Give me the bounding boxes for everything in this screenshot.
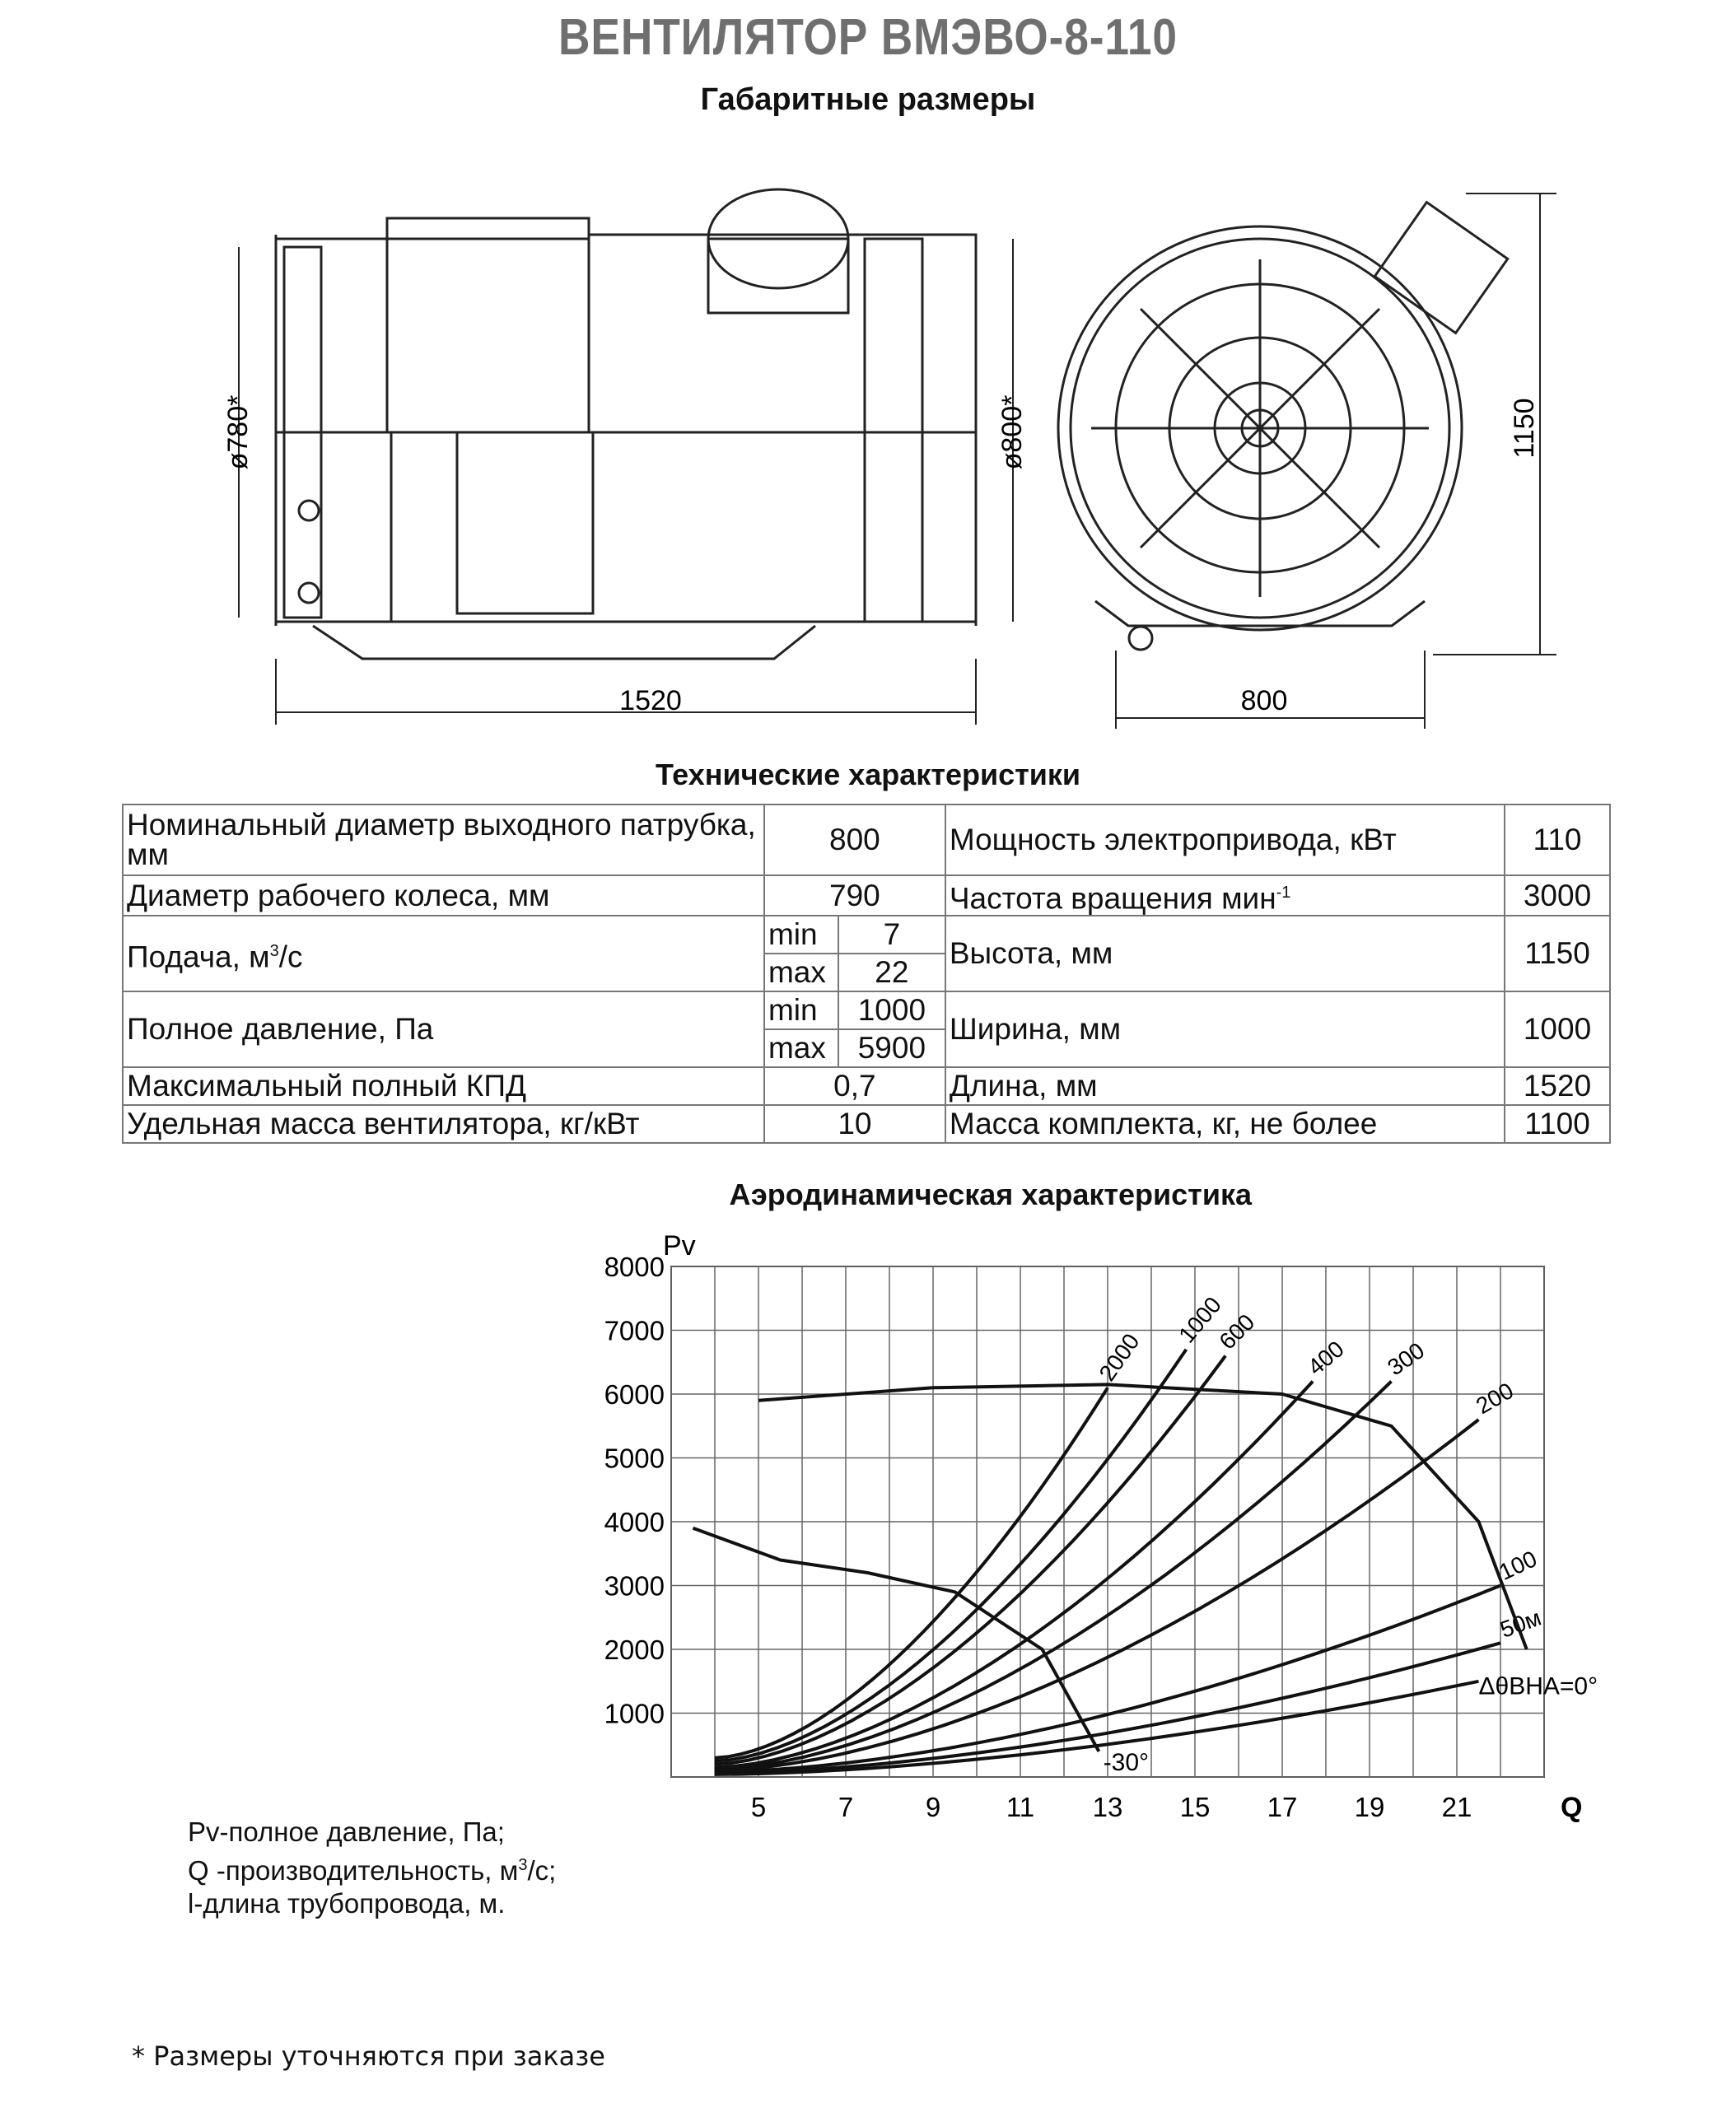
dim-right-diameter: ø800* <box>996 394 1028 470</box>
spec-label: Диаметр рабочего колеса, мм <box>123 875 764 916</box>
spec-label: Номинальный диаметр выходного патрубка, мм <box>123 804 764 875</box>
min-value: 7 <box>838 916 945 954</box>
x-tick-label: 21 <box>1441 1792 1472 1822</box>
fan-body-upper <box>276 239 589 432</box>
y-tick-label: 3000 <box>604 1570 665 1602</box>
x-tick-label: 9 <box>925 1792 941 1822</box>
spec-value: 10 <box>764 1105 945 1143</box>
spec-label: Длина, мм <box>945 1067 1505 1105</box>
max-label: max <box>764 954 838 991</box>
spec-value: 800 <box>764 804 945 875</box>
spec-value: 3000 <box>1505 875 1610 916</box>
x-tick-label: 11 <box>1006 1792 1035 1822</box>
dim-left-diameter: ø780* <box>222 394 254 470</box>
network-curve-label: 200 <box>1472 1377 1518 1420</box>
y-tick-label: 8000 <box>604 1252 665 1282</box>
specs-table <box>122 804 1611 1144</box>
network-curve-label: 100 <box>1495 1546 1541 1585</box>
network-curve-line <box>715 1387 1108 1758</box>
spec-value: 1150 <box>1505 916 1610 991</box>
chart-title: Аэродинамическая характеристика <box>729 1178 1252 1211</box>
table-row <box>123 875 1610 916</box>
y-tick-label: 7000 <box>604 1315 665 1346</box>
fan-body-lower <box>276 432 976 622</box>
legend-q: Q -производительность, $м^3/с$; <box>188 1855 557 1886</box>
y-tick-label: 4000 <box>604 1507 665 1537</box>
network-curve-label: 50м <box>1496 1604 1545 1643</box>
network-curve-line <box>715 1382 1392 1770</box>
max-label: max <box>764 1029 838 1067</box>
network-curve-label: 400 <box>1303 1336 1349 1381</box>
table-row <box>123 1105 1610 1143</box>
x-tick-label: 19 <box>1354 1792 1385 1822</box>
spec-label: Полное давление, Па <box>123 991 764 1067</box>
series-line <box>758 1384 1527 1649</box>
dimension-drawing <box>0 165 1736 741</box>
aerodynamic-chart <box>576 1219 1647 1844</box>
specs-heading: Технические характеристики <box>655 758 1081 791</box>
network-curve-line <box>715 1350 1186 1761</box>
table-row <box>123 804 1610 875</box>
y-tick-label: 6000 <box>604 1379 665 1410</box>
max-value: 5900 <box>838 1029 945 1067</box>
drawing-heading: Габаритные размеры <box>700 82 1036 117</box>
page-title: ВЕНТИЛЯТОР ВМЭВО-8-110 <box>558 9 1178 66</box>
legend-pv: Pv-полное давление, Па; <box>188 1817 505 1847</box>
spec-label: Ширина, мм <box>945 991 1505 1067</box>
x-tick-label: 15 <box>1179 1792 1211 1822</box>
network-curve-label: 1000 <box>1174 1291 1227 1348</box>
spec-value: 1520 <box>1505 1067 1610 1105</box>
table-row <box>123 991 1610 1029</box>
min-label: min <box>764 991 838 1029</box>
table-row <box>123 1067 1610 1105</box>
spec-label-flow: Подача, $м^3/с$ <box>123 916 764 991</box>
spec-value: 1000 <box>1505 991 1610 1067</box>
y-axis-label: Pv <box>663 1230 696 1262</box>
spec-value: 1100 <box>1505 1105 1610 1143</box>
spec-label: Удельная масса вентилятора, кг/кВт <box>123 1105 764 1143</box>
dim-height: 1150 <box>1509 398 1540 459</box>
network-curve-line <box>715 1681 1479 1775</box>
y-tick-label: 2000 <box>604 1635 665 1665</box>
y-tick-label: 5000 <box>604 1443 665 1474</box>
network-curve-label: 300 <box>1383 1337 1430 1381</box>
y-tick-label: 1000 <box>604 1698 665 1729</box>
spec-value: 110 <box>1505 804 1610 875</box>
x-axis-label: Q <box>1561 1792 1583 1823</box>
max-value: 22 <box>838 954 945 991</box>
legend-l: l-длина трубопровода, м. <box>188 1888 506 1919</box>
front-motor <box>1374 203 1507 333</box>
curve-label-minus30: -30° <box>1103 1749 1150 1776</box>
x-tick-label: 5 <box>750 1792 767 1822</box>
spec-label: Масса комплекта, кг, не более <box>945 1105 1505 1143</box>
dim-length: 1520 <box>619 685 682 716</box>
curve-label-vna: ΔθВНА=0° <box>1478 1672 1598 1700</box>
legend <box>188 1816 556 1920</box>
min-value: 1000 <box>838 991 945 1029</box>
x-tick-label: 13 <box>1092 1792 1123 1822</box>
spec-label: Высота, мм <box>945 916 1505 991</box>
spec-label: Мощность электропривода, кВт <box>945 804 1505 875</box>
network-curve-label: 600 <box>1214 1308 1260 1355</box>
network-curve-label: 2000 <box>1094 1328 1145 1386</box>
spec-label-rpm: Частота вращения мин$^{-1}$ <box>945 875 1505 916</box>
spec-value: 0,7 <box>764 1067 945 1105</box>
min-label: min <box>764 916 838 954</box>
dim-width: 800 <box>1240 685 1288 716</box>
footnote: * Размеры уточняются при заказе <box>132 2040 605 2072</box>
x-tick-label: 17 <box>1267 1792 1298 1822</box>
spec-label: Максимальный полный КПД <box>123 1067 764 1105</box>
spec-value: 790 <box>764 875 945 916</box>
x-tick-label: 7 <box>838 1792 854 1822</box>
table-row <box>123 916 1610 954</box>
